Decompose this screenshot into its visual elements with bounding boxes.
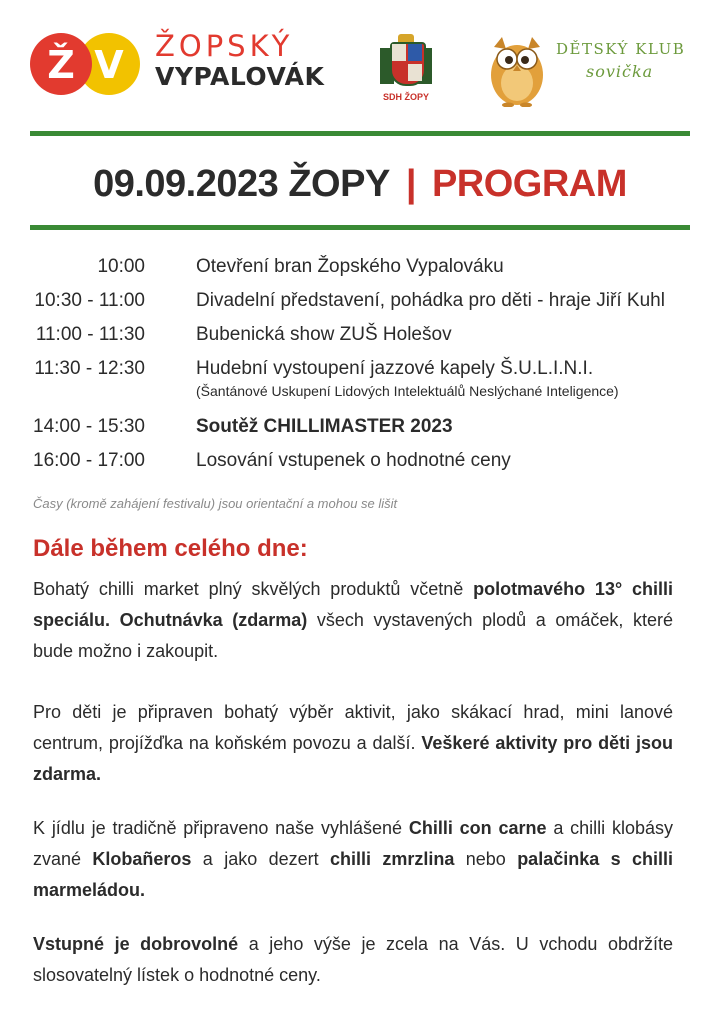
text: K jídlu je tradičně připraveno naše vyhlášené (33, 818, 409, 838)
title-program: PROGRAM (431, 163, 627, 205)
brand-line-2: VYPALOVÁK (155, 62, 325, 91)
logo-red-circle: Ž (30, 33, 92, 95)
schedule-row (30, 320, 700, 354)
bold-text: Klobañeros (92, 849, 192, 869)
schedule (30, 252, 700, 480)
title-date: 09.09.2023 ŽOPY (93, 163, 390, 205)
schedule-subtitle-row (30, 383, 700, 412)
schedule-row (30, 412, 700, 446)
logo-yellow-circle: V (78, 33, 140, 95)
text: všech vystavených plodů a omáček, které bude možno i zakoupit. (33, 610, 673, 661)
bold-text: polotmavého 13° chilli speciálu. Ochutnávka (zdarma) (33, 579, 673, 630)
sdh-crest-logo (376, 34, 436, 110)
crest-caption: SDH ŽOPY (382, 92, 430, 102)
paragraph-entry (33, 929, 673, 991)
bottom-divider (30, 225, 690, 230)
section-title: Dále během celého dne: (33, 535, 308, 562)
brand-line-1: ŽOPSKÝ (155, 29, 294, 63)
schedule-event-subtitle: (Šantánové Uskupení Lidových Intelektuálů Neslýchané Inteligence) (196, 383, 619, 399)
schedule-event: Losování vstupenek o hodnotné ceny (196, 450, 511, 471)
schedule-time: 14:00 - 15:30 (33, 416, 145, 437)
schedule-time: 10:00 (97, 256, 145, 277)
schedule-time: 11:30 - 12:30 (34, 358, 145, 379)
text: nebo (454, 849, 518, 869)
crest-shield-icon (390, 42, 426, 86)
schedule-event: Otevření bran Žopského Vypalováku (196, 256, 504, 277)
schedule-time: 11:00 - 11:30 (35, 324, 145, 345)
text: a jeho výše je zcela na Vás. U vchodu obdržíte slosovatelný lístek o hodnotné ceny. (33, 934, 673, 985)
paragraph-market (33, 574, 673, 667)
page-title (30, 160, 690, 208)
schedule-time: 10:30 - 11:00 (34, 290, 145, 311)
bold-text: chilli zmrzlina (329, 849, 455, 869)
schedule-row (30, 446, 700, 480)
schedule-event: Hudební vystoupení jazzové kapely Š.U.L.I.N.I. (196, 358, 594, 379)
schedule-row (30, 252, 700, 286)
owl-icon (486, 33, 548, 107)
paragraph-kids (33, 697, 673, 790)
text: Bohatý chilli market plný skvělých produktů včetně (33, 579, 474, 599)
text: Pro děti je připraven bohatý výběr aktivit, jako skákací hrad, mini lanové centrum, projížďka na koňském povozu a další. (33, 702, 673, 753)
brand-name (155, 30, 345, 92)
title-separator: | (405, 163, 416, 205)
schedule-note: Časy (kromě zahájení festivalu) jsou orientační a mohou se lišit (33, 496, 398, 511)
club-logo (556, 40, 696, 81)
club-line-1: DĚTSKÝ KLUB (556, 40, 686, 58)
bold-text: palačinka s chilli marmeládou. (33, 849, 673, 900)
zv-logo (30, 33, 140, 95)
paragraph-food (33, 813, 673, 906)
header (0, 0, 720, 130)
text: a chilli klobásy zvané (33, 818, 673, 869)
schedule-event: Soutěž CHILLIMASTER 2023 (196, 416, 453, 437)
schedule-event: Bubenická show ZUŠ Holešov (196, 324, 452, 345)
bold-text: Vstupné je dobrovolné (33, 934, 239, 954)
schedule-time: 16:00 - 17:00 (33, 450, 145, 471)
top-divider (30, 131, 690, 136)
bold-text: Veškeré aktivity pro děti jsou zdarma. (33, 733, 674, 784)
club-line-2: sovička (586, 62, 654, 81)
bold-text: Chilli con carne (408, 818, 547, 838)
schedule-row (30, 286, 700, 320)
text: a jako dezert (191, 849, 330, 869)
schedule-event: Divadelní představení, pohádka pro děti - hraje Jiří Kuhl (196, 290, 665, 311)
